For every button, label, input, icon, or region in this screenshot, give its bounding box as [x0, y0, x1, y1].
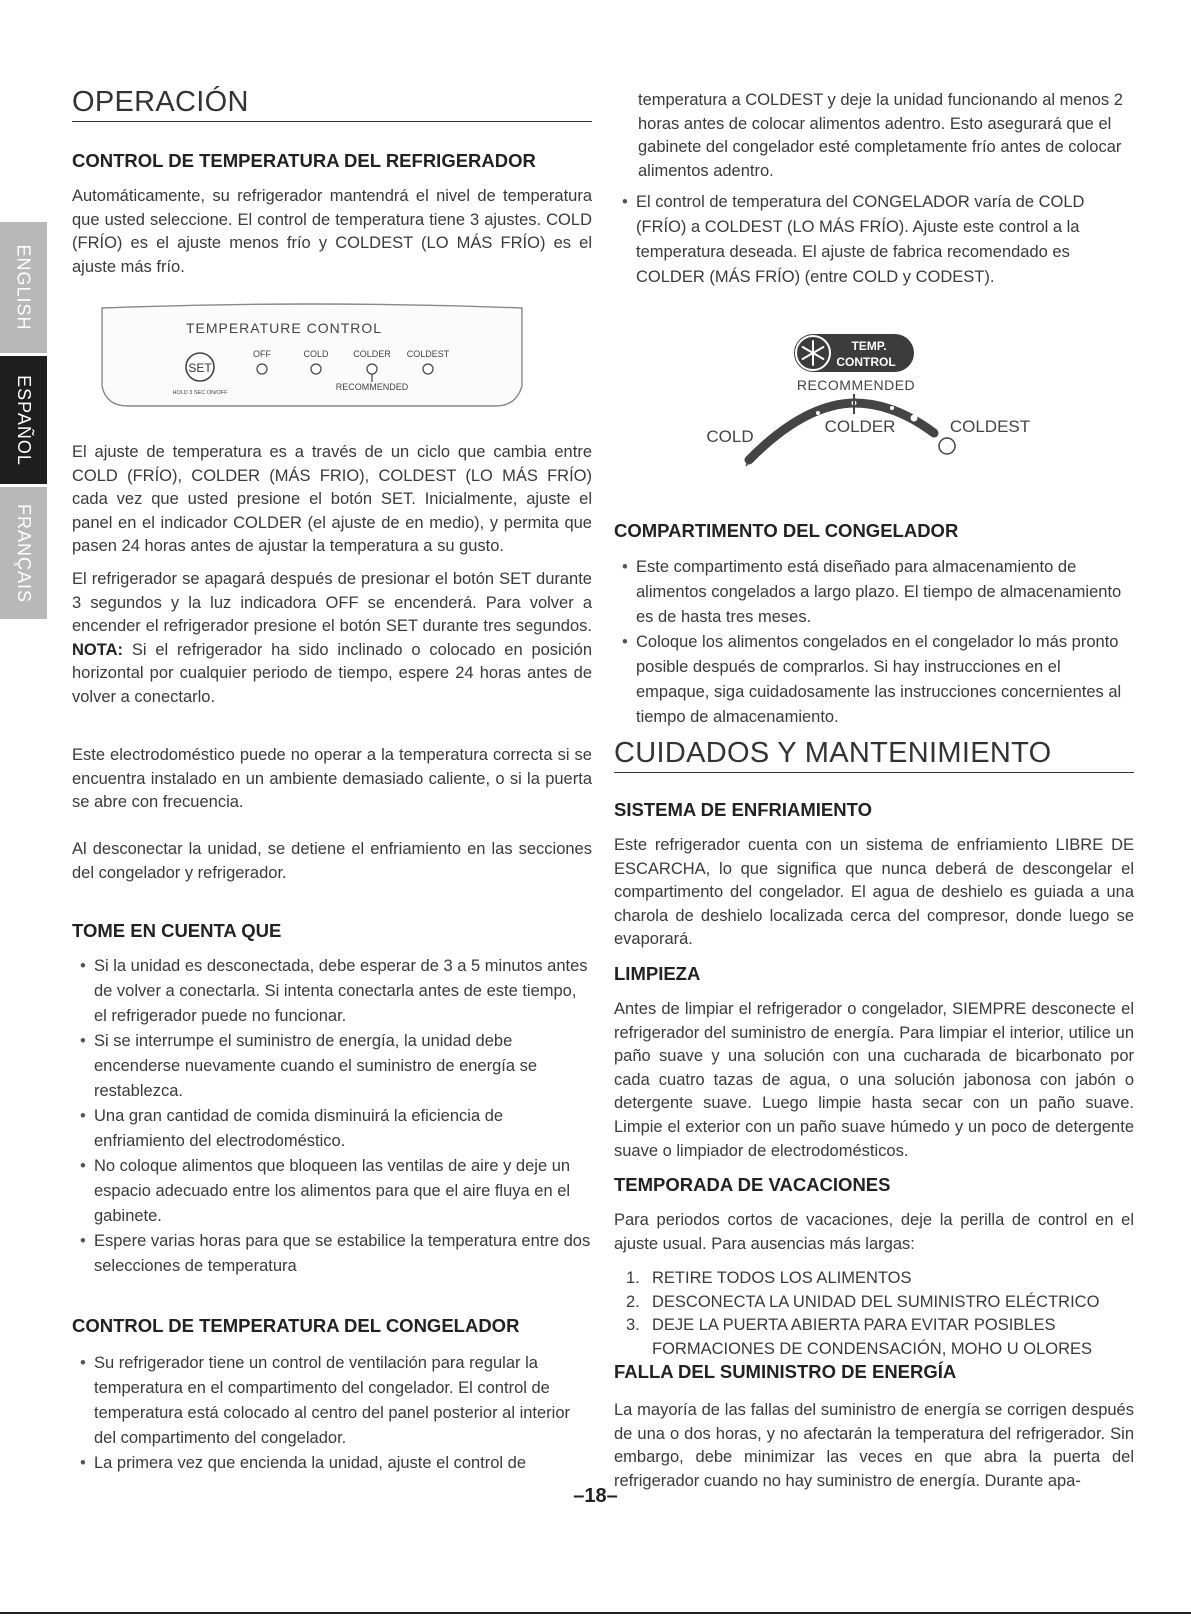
dial-knob[interactable]	[939, 438, 955, 454]
freezer-dial-diagram	[684, 328, 1031, 468]
set-hold-label: HOLD 3 SEC ON/OFF	[172, 390, 228, 396]
heading-cooling: SISTEMA DE ENFRIAMIENTO	[614, 799, 872, 820]
step-text: DEJE LA PUERTA ABIERTA PARA EVITAR POSIBLES FORMACIONES DE CONDENSACIÓN, MOHO U OLORES	[652, 1316, 1093, 1358]
badge-control-label: CONTROL	[836, 355, 896, 369]
compartment-list	[614, 555, 1134, 730]
list-item: • La primera vez que encienda la unidad, ajuste el control de	[72, 1451, 592, 1476]
cleaning-text: Antes de limpiar el refrigerador o congelador, SIEMPRE desconecte el refrigerador del suministro de energía. Para limpiar el interior, utilice un paño suave y una solución con una cucharada de bicarbonato por cada cuatro tazas de agua, o una solución jabonosa con jabón o detergente suave. Luego limpie hasta secar con un paño suave. Limpie el exterior con un paño suave húmedo y un poco de detergente suave o limpiador de electrodomésticos.	[614, 1000, 1134, 1160]
dial-recommended-label: RECOMMENDED	[796, 377, 916, 393]
list-item: • Si la unidad es desconectada, debe esperar de 3 a 5 minutos antes de volver a conectarla. Si intenta conectarla antes de este tiempo, el refrigerador puede no funcionar.	[72, 954, 592, 1029]
list-item: • Este compartimento está diseñado para almacenamiento de alimentos congelados a largo plazo. El tiempo de almacenamiento es de hasta tres meses.	[614, 555, 1134, 630]
list-item: • Espere varias horas para que se estabilice la temperatura entre dos selecciones de temperatura	[72, 1229, 592, 1279]
list-item	[614, 1314, 1134, 1361]
continued-text: temperatura a COLDEST y deje la unidad funcionando al menos 2 horas antes de colocar alimentos adentro. Esto asegurará que el gabinete del congelador esté completamente frío antes de colocar alimentos adentro.	[638, 91, 1123, 180]
dial-coldest-label: COLDEST	[949, 417, 1031, 436]
heading-vacation: TEMPORADA DE VACACIONES	[614, 1174, 891, 1195]
heading-fridge-control: CONTROL DE TEMPERATURA DEL REFRIGERADOR	[72, 150, 536, 171]
tab-francais[interactable]	[0, 487, 47, 619]
indicator-cold	[311, 364, 321, 374]
section-title-cuidados: CUIDADOS Y MANTENIMIENTO	[614, 737, 1134, 773]
page-number: –18–	[573, 1485, 618, 1507]
section-title-operacion: OPERACIÓN	[72, 86, 592, 122]
step-text: DESCONECTA LA UNIDAD DEL SUMINISTRO ELÉCTRICO	[652, 1292, 1100, 1311]
tab-espanol[interactable]	[0, 356, 47, 484]
panel-coldest-label: COLDEST	[406, 349, 450, 359]
list-item: • Si se interrumpe el suministro de energía, la unidad debe encenderse nuevamente cuando el suministro de energía se restablezca.	[72, 1029, 592, 1104]
heading-freezer-control: CONTROL DE TEMPERATURA DEL CONGELADOR	[72, 1315, 520, 1336]
panel-cold-label: COLD	[303, 349, 329, 359]
panel-title: TEMPERATURE CONTROL	[185, 320, 383, 336]
step-number: 1.	[626, 1269, 640, 1287]
list-item	[614, 1291, 1134, 1315]
indicator-off	[257, 364, 267, 374]
step-number: 3.	[626, 1316, 640, 1334]
list-item: • No coloque alimentos que bloqueen las ventilas de aire y deje un espacio adecuado entre los alimentos para que el aire fluya en el gabinete.	[72, 1154, 592, 1229]
nota-label: NOTA:	[72, 640, 124, 659]
note-list	[72, 954, 592, 1279]
set-button[interactable]	[186, 353, 214, 381]
nota-text: Si el refrigerador ha sido inclinado o colocado en posición horizontal por cualquier periodo de tiempo, espere 24 horas antes de volver a conectarlo.	[72, 640, 592, 706]
tab-espanol-label: ESPAÑOL	[14, 374, 35, 466]
panel-off-label: OFF	[253, 349, 271, 359]
dial-dot	[911, 415, 918, 422]
disconnect-text: Al desconectar la unidad, se detiene el enfriamiento en las secciones del congelador y refrigerador.	[72, 840, 592, 882]
off-text	[72, 568, 592, 710]
heading-compartment: COMPARTIMENTO DEL CONGELADOR	[614, 520, 959, 541]
temp-control-badge	[794, 334, 914, 372]
freezer-list	[72, 1351, 592, 1476]
continued-list	[614, 190, 1134, 290]
dial-dot	[890, 406, 894, 410]
power-text: La mayoría de las fallas del suministro de energía se corrigen después de una o dos horas, y no afectarán la temperatura del refrigerador. Sin embargo, debe minimizar las veces en que abra la puerta del refrigerador cuando no hay suministro de energía. Durante apa-	[614, 1401, 1134, 1490]
step-number: 2.	[626, 1292, 640, 1311]
tab-english[interactable]	[0, 222, 47, 353]
panel-colder-label: COLDER	[353, 349, 391, 359]
dial-dot	[816, 411, 820, 415]
tab-english-label: ENGLISH	[14, 244, 34, 331]
bottom-divider	[0, 1612, 1191, 1614]
vacation-steps	[614, 1267, 1134, 1361]
temperature-control-panel	[100, 302, 525, 412]
indicator-colder	[367, 364, 377, 374]
step-text: RETIRE TODOS LOS ALIMENTOS	[652, 1269, 912, 1287]
cycle-text: El ajuste de temperatura es a través de un ciclo que cambia entre COLD (FRÍO), COLDER (MÁS FRIO), COLDEST (LO MÁS FRÍO) cada vez que usted presione el botón SET. Inicialmente, ajuste el panel en el indicador COLDER (el ajuste de en medio), y permita que pasen 24 horas antes de ajustar la temperatura a su gusto.	[72, 443, 592, 556]
heading-cleaning: LIMPIEZA	[614, 963, 701, 984]
list-item	[614, 1267, 1134, 1291]
fridge-intro-text: Automáticamente, su refrigerador mantendrá el nivel de temperatura que usted seleccione. El control de temperatura tiene 3 ajustes. COLD (FRÍO) es el ajuste menos frío y COLDEST (LO MÁS FRÍO) es el ajuste más frío.	[72, 187, 592, 276]
tab-francais-label: FRANÇAIS	[14, 503, 35, 603]
list-item: • Coloque los alimentos congelados en el congelador lo más pronto posible después de comprarlos. Si hay instrucciones en el empaque, siga cuidadosamente las instrucciones concernientes al tiempo de almacenamiento.	[614, 630, 1134, 730]
list-item: • Su refrigerador tiene un control de ventilación para regular la temperatura en el compartimento del congelador. El control de temperatura está colocado al centro del panel posterior al interior del compartimento del congelador.	[72, 1351, 592, 1451]
dial-cold-label: COLD	[706, 427, 754, 446]
panel-recommended-label: RECOMMENDED	[335, 382, 409, 392]
off-text-body: El refrigerador se apagará después de presionar el botón SET durante 3 segundos y la luz indicadora OFF se encenderá. Para volver a encender el refrigerador presione el botón SET durante tres segundos.	[72, 570, 592, 636]
set-button-label: SET	[188, 361, 212, 375]
dial-colder-label: COLDER	[824, 417, 896, 436]
cooling-text: Este refrigerador cuenta con un sistema de enfriamiento LIBRE DE ESCARCHA, lo que significa que nunca deberá de descongelar el compartimento del congelador. El agua de deshielo es guiada a una charola de deshielo localizada cerca del compresor, donde luego se evaporará.	[614, 836, 1134, 949]
heading-power-failure: FALLA DEL SUMINISTRO DE ENERGÍA	[614, 1361, 957, 1382]
list-item: • Una gran cantidad de comida disminuirá la eficiencia de enfriamiento del electrodoméstico.	[72, 1104, 592, 1154]
badge-temp-label: TEMP.	[851, 339, 887, 353]
heading-note: TOME EN CUENTA QUE	[72, 920, 282, 941]
list-item: • El control de temperatura del CONGELADOR varía de COLD (FRÍO) a COLDEST (LO MÁS FRÍO). Ajuste este control a la temperatura deseada. El ajuste de fabrica recomendado es COLDER (MÁS FRÍO) (entre COLD y CODEST).	[614, 190, 1134, 290]
indicator-coldest	[423, 364, 433, 374]
vacation-text: Para periodos cortos de vacaciones, deje la perilla de control en el ajuste usual. Para ausencias más largas:	[614, 1211, 1134, 1253]
ambient-text: Este electrodoméstico puede no operar a la temperatura correcta si se encuentra instalado en un ambiente demasiado caliente, o si la puerta se abre con frecuencia.	[72, 746, 592, 812]
